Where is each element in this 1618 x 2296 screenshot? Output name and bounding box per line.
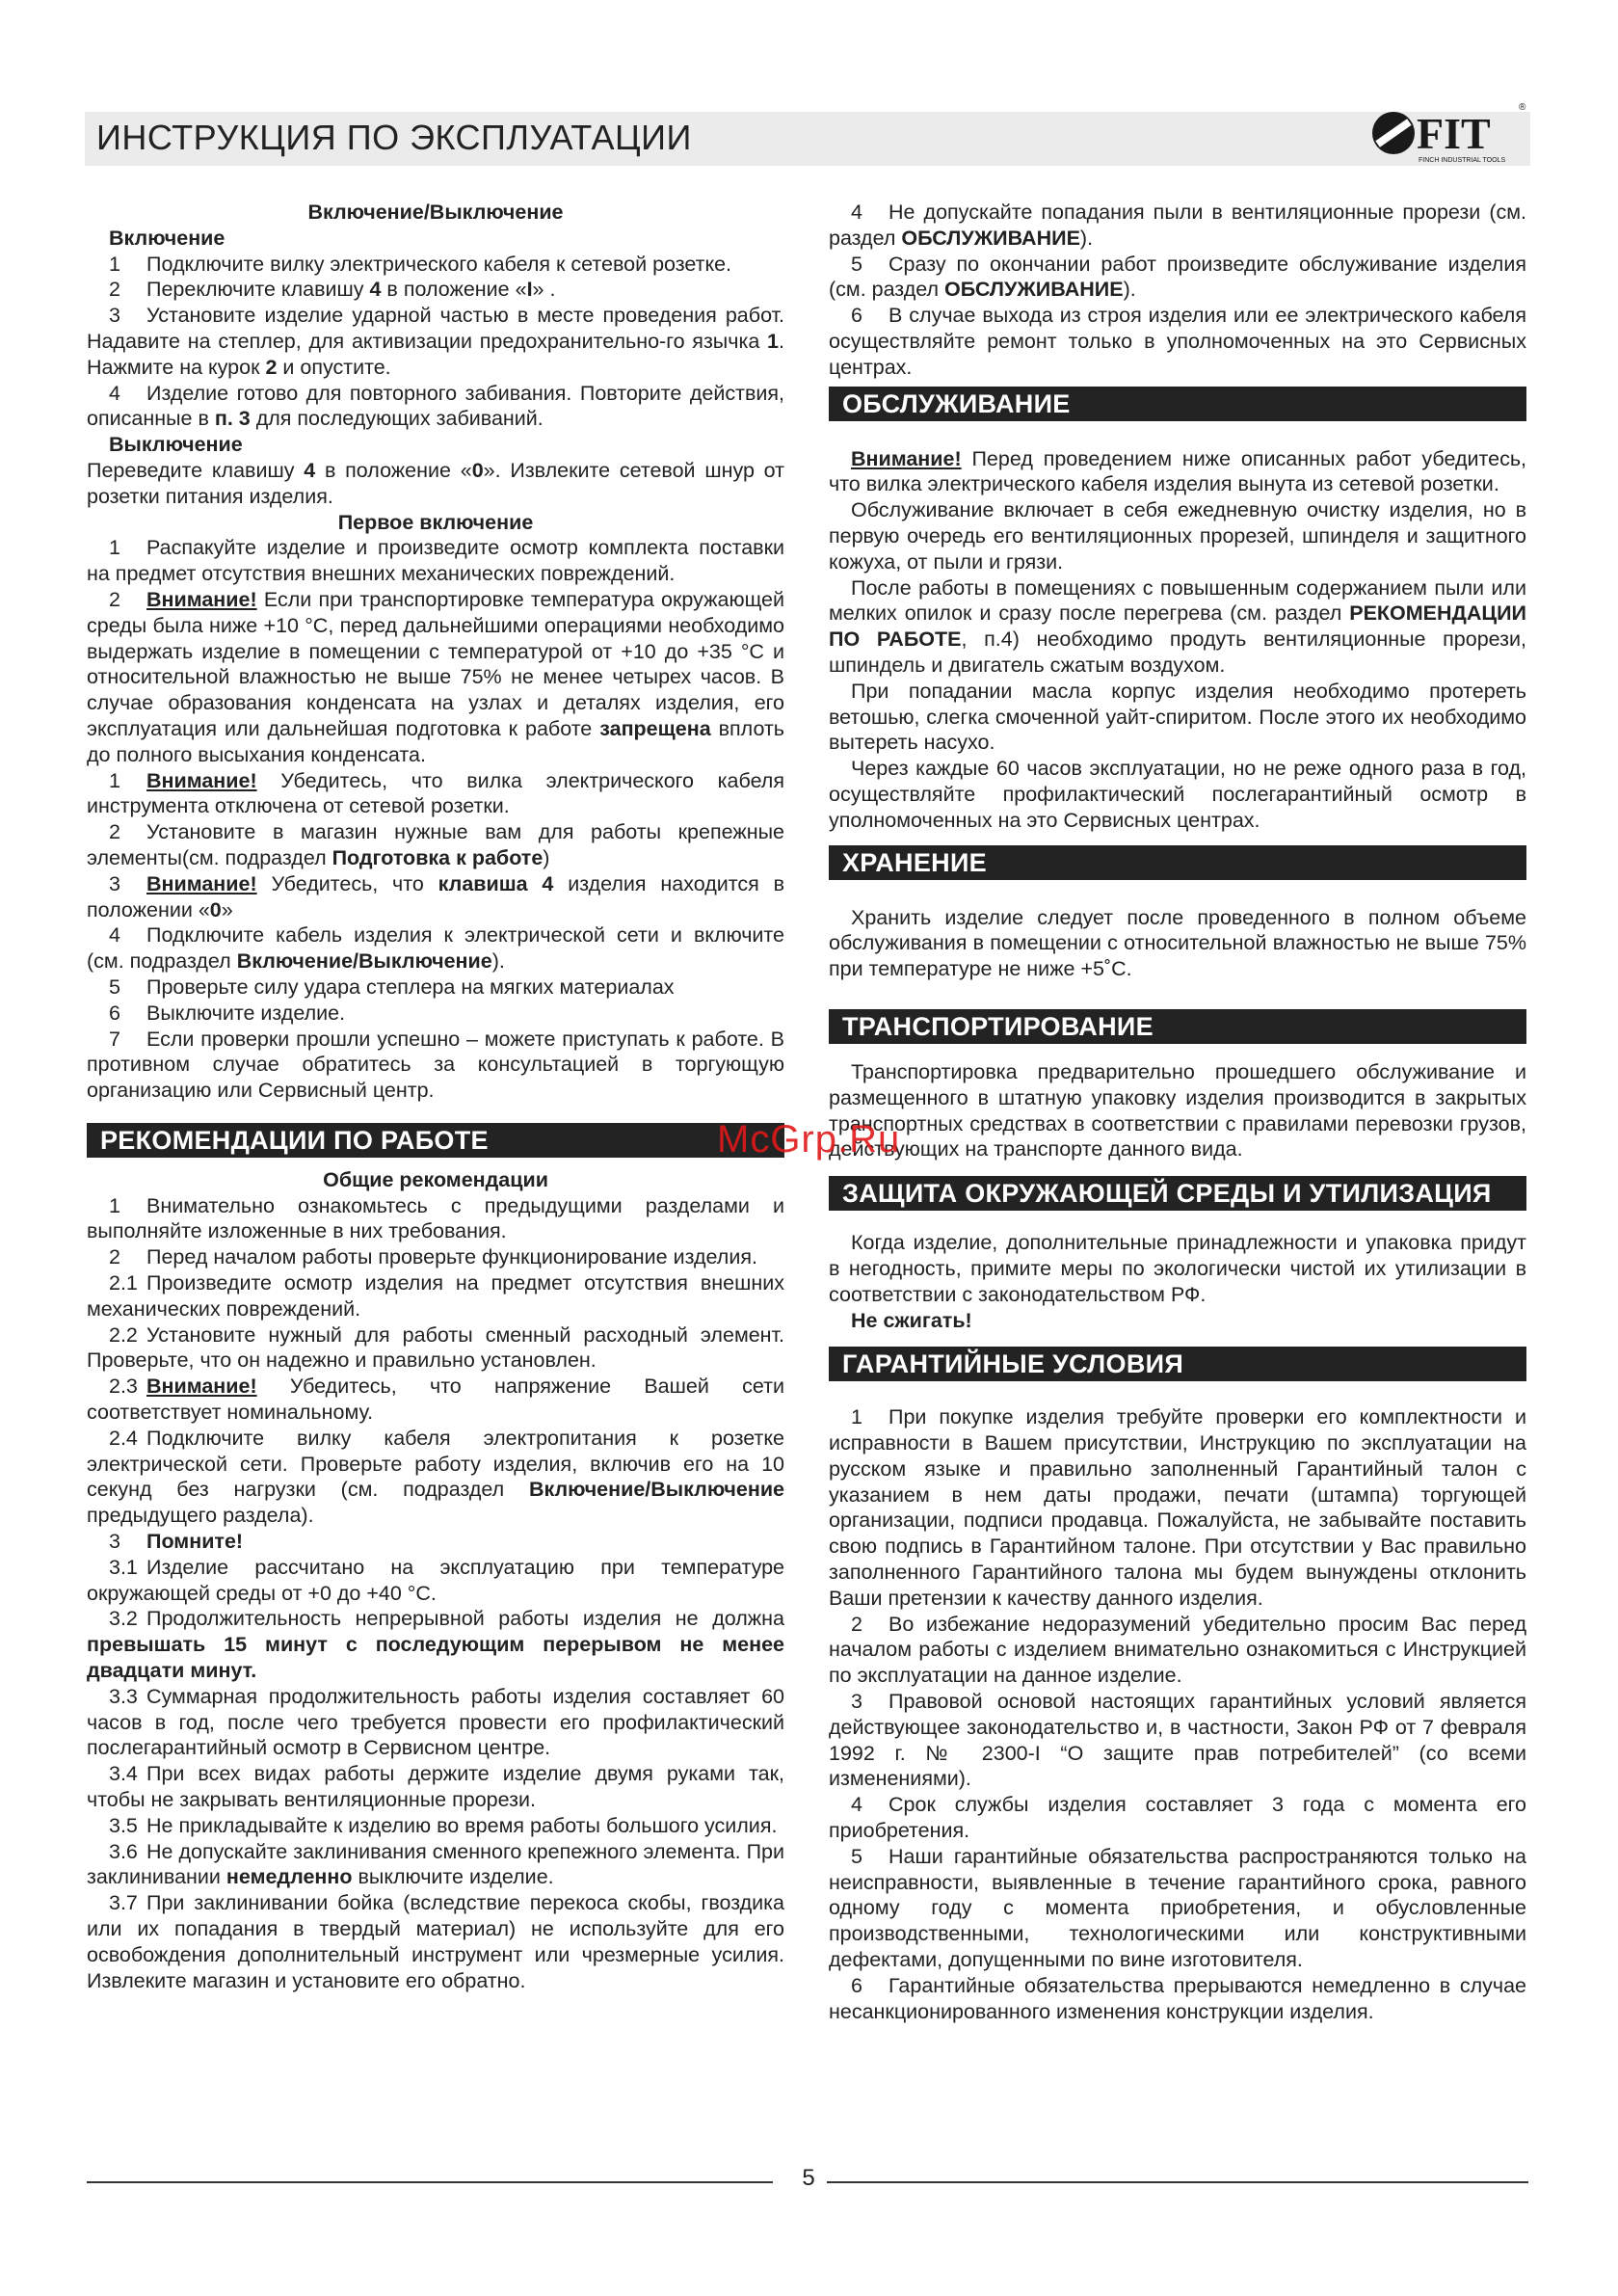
paragraph: 1 Распакуйте изделие и произведите осмотр комплекта поставки на предмет отсутствия внешних механических повреждений. [87,536,784,586]
left-column [87,200,784,1993]
paragraph: 3.7 При заклинивании бойка (вследствие перекоса скобы, гвоздика или их попадания в твердый материал) не используйте для его освобождения дополнительный инструмент или чрезмерные усилия. Извлеките магазин и установите его обратно. [87,1891,784,1992]
paragraph: Через каждые 60 часов эксплуатации, но не реже одного раза в год, осуществляйте профилактический послегарантийный осмотр в уполномоченных на это Сервисных центрах. [829,757,1526,832]
paragraph: 3.5 Не прикладывайте к изделию во время работы большого усилия. [109,1813,778,1837]
section-subtitle: Общие рекомендации [323,1167,548,1191]
subheading: Включение [109,226,225,250]
section-header: ХРАНЕНИЕ [829,845,1526,880]
subheading: Выключение [109,433,243,457]
section-header: ЗАЩИТА ОКРУЖАЮЩЕЙ СРЕДЫ И УТИЛИЗАЦИЯ [829,1176,1526,1211]
footer-divider [87,2181,773,2183]
paragraph: 4 Изделие готово для повторного забивания. Повторите действия, описанные в п. 3 для последующих забиваний. [87,381,784,431]
paragraph: Транспортировка предварительно прошедшего обслуживание и размещенного в штатную упаковку изделия производится в закрытых транспортных средствах в соответствии с правилами перевозки грузов, действующих на транспорте данного вида. [829,1059,1526,1161]
page-number: 5 [802,2165,815,2191]
paragraph: 6 Гарантийные обязательства прерываются немедленно в случае несанкционированного изменения конструкции изделия. [829,1973,1526,2023]
paragraph: 2.2 Установите нужный для работы сменный расходный элемент. Проверьте, что он надежно и правильно установлен. [87,1322,784,1373]
paragraph: 1 Внимание! Убедитесь, что вилка электрического кабеля инструмента отключена от сетевой розетки. [87,768,784,818]
paragraph: 2.3 Внимание! Убедитесь, что напряжение Вашей сети соответствует номинальному. [87,1375,784,1425]
paragraph: 3.1 Изделие рассчитано на эксплуатацию при температуре окружающей среды от +0 до +40 °С. [87,1555,784,1605]
paragraph: Когда изделие, дополнительные принадлежности и упаковка придут в негодность, примите меры по экологически чистой их утилизации в соответствии с законодательством РФ. [829,1231,1526,1306]
paragraph: 2.4 Подключите вилку кабеля электропитания к розетке электрической сети. Проверьте работу изделия, включив его на 10 секунд без нагрузки (см. подраздел Включение/Выключение предыдущего раздела). [87,1426,784,1528]
footer-divider [827,2181,1528,2183]
paragraph: 6 В случае выхода из строя изделия или ее электрического кабеля осуществляйте ремонт только в уполномоченных на это Сервисных центрах. [829,304,1526,379]
paragraph: 1 Подключите вилку электрического кабеля к сетевой розетке. [109,252,732,276]
logo-text: FIT [1417,109,1491,158]
paragraph: 2 Установите в магазин нужные вам для работы крепежные элементы(см. подраздел Подготовка к работе) [87,820,784,869]
paragraph: 2 Перед началом работы проверьте функционирование изделия. [109,1245,757,1269]
paragraph: 6 Выключите изделие. [109,1001,346,1025]
paragraph: Внимание! Перед проведением ниже описанных работ убедитесь, что вилка электрического кабеля изделия вынута из сетевой розетки. [829,446,1526,496]
fit-logo [1366,100,1530,166]
paragraph: 3.4 При всех видах работы держите изделие двумя руками так, чтобы не закрывать вентиляционные прорези. [87,1762,784,1812]
section-header: ГАРАНТИЙНЫЕ УСЛОВИЯ [829,1347,1526,1381]
paragraph: 7 Если проверки прошли успешно – можете приступать к работе. В противном случае обратитесь за консультацией в торгующую организацию или Сервисный центр. [87,1027,784,1103]
paragraph: 3.2 Продолжительность непрерывной работы изделия не должна превышать 15 минут с последующим перерывом не менее двадцати минут. [87,1607,784,1683]
paragraph: 2 Во избежание недоразумений убедительно просим Вас перед началом работы с изделием внимательно ознакомиться с Инструкцией по эксплуатации на данное изделие. [829,1612,1526,1688]
section-header: РЕКОМЕНДАЦИИ ПО РАБОТЕ [87,1123,784,1158]
paragraph: 2 Внимание! Если при транспортировке температура окружающей среды была ниже +10 °С, перед дальнейшими операциями необходимо выдержать изделие в помещении с температурой от +10 до +35 °С и относительной влажностью не выше 75% не менее четырех часов. В случае образования конденсата на узлах и деталях изделия, его эксплуатация или дальнейшая подготовка к работе запрещена вплоть до полного высыхания конденсата. [87,587,785,766]
right-column [829,200,1526,2024]
logo-subtext: FINCH INDUSTRIAL TOOLS [1419,157,1506,164]
paragraph: 3 Правовой основой настоящих гарантийных условий является действующее законодательство и, в частности, Закон РФ от 7 февраля 1992 г. № 2300-I “О защите прав потребителей” (со всеми изменениями). [829,1690,1526,1791]
paragraph: Хранить изделие следует после проведенного в полном объеме обслуживания в помещении с относительной влажностью не выше 75% при температуре не ниже +5˚С. [829,905,1526,981]
paragraph: При попадании масла корпус изделия необходимо протереть ветошью, слегка смоченной уайт-спиритом. После этого их необходимо вытереть насухо. [829,679,1526,755]
paragraph: 3 Внимание! Убедитесь, что клавиша 4 изделия находится в положении «0» [87,871,784,921]
paragraph: 4 Не допускайте попадания пыли в вентиляционные прорези (см. раздел ОБСЛУЖИВАНИЕ). [829,200,1526,250]
paragraph: 5 Сразу по окончании работ произведите обслуживание изделия (см. раздел ОБСЛУЖИВАНИЕ). [829,252,1526,302]
section-header: ОБСЛУЖИВАНИЕ [829,387,1526,421]
paragraph: 2.1 Произведите осмотр изделия на предмет отсутствия внешних механических повреждений. [87,1271,784,1321]
document-title: ИНСТРУКЦИЯ ПО ЭКСПЛУАТАЦИИ [96,118,692,157]
paragraph: Не сжигать! [851,1308,972,1332]
paragraph: 4 Подключите кабель изделия к электрической сети и включите (см. подраздел Включение/Выключение). [87,923,784,974]
paragraph: 3.6 Не допускайте заклинивания сменного крепежного элемента. При заклинивании немедленно выключите изделие. [87,1839,785,1889]
paragraph: Переведите клавишу 4 в положение «0». Извлеките сетевой шнур от розетки питания изделия. [87,458,785,508]
paragraph: 3.3 Суммарная продолжительность работы изделия составляет 60 часов в год, после чего требуется провести его профилактический послегарантийный осмотр в Сервисном центре. [87,1684,784,1760]
paragraph: 1 При покупке изделия требуйте проверки его комплектности и исправности в Вашем присутствии, Инструкцию по эксплуатации на русском языке и правильно заполненный Гарантийный талон с указанием в нем даты продажи, печати (штампа) торгующей организации, подписи продавца. Пожалуйста, не забывайте поставить свою подпись в Гарантийном талоне. При отсутствии у Вас правильно заполненного Гарантийного талона мы будем вынуждены отклонить Ваши претензии к качеству данного изделия. [829,1405,1526,1610]
section-subtitle: Включение/Выключение [307,200,564,224]
logo-registered-mark: ® [1519,102,1526,113]
paragraph: После работы в помещениях с повышенным содержанием пыли или мелких опилок и сразу после перегрева (см. раздел РЕКОМЕНДАЦИИ ПО РАБОТЕ, п.4) необходимо продуть вентиляционные прорези, шпиндель и двигатель сжатым воздухом. [829,575,1526,677]
paragraph: 3 Установите изделие ударной частью в месте проведения работ. Надавите на степлер, для активизации предохранительно-го язычка 1. Нажмите на курок 2 и опустите. [87,304,784,379]
paragraph: 5 Проверьте силу удара степлера на мягких материалах [109,974,675,999]
paragraph: 1 Внимательно ознакомьтесь с предыдущими разделами и выполняйте изложенные в них требования. [87,1193,784,1243]
paragraph: Обслуживание включает в себя ежедневную очистку изделия, но в первую очередь его вентиляционных прорезей, шпинделя и защитного кожуха, от пыли и грязи. [829,498,1526,574]
section-header: ТРАНСПОРТИРОВАНИЕ [829,1009,1526,1044]
paragraph: 3 Помните! [109,1530,244,1554]
watermark: McGrp.Ru [717,1118,901,1161]
section-subtitle: Первое включение [337,510,534,534]
paragraph: 5 Наши гарантийные обязательства распространяются только на неисправности, выявленные в течение гарантийного срока, равного одному году с момента приобретения, и обусловленные производственными, технологическими или конструктивными дефектами, допущенными по вине изготовителя. [829,1844,1526,1972]
paragraph: 4 Срок службы изделия составляет 3 года с момента его приобретения. [829,1793,1526,1843]
paragraph: 2 Переключите клавишу 4 в положение «I» . [109,278,556,302]
